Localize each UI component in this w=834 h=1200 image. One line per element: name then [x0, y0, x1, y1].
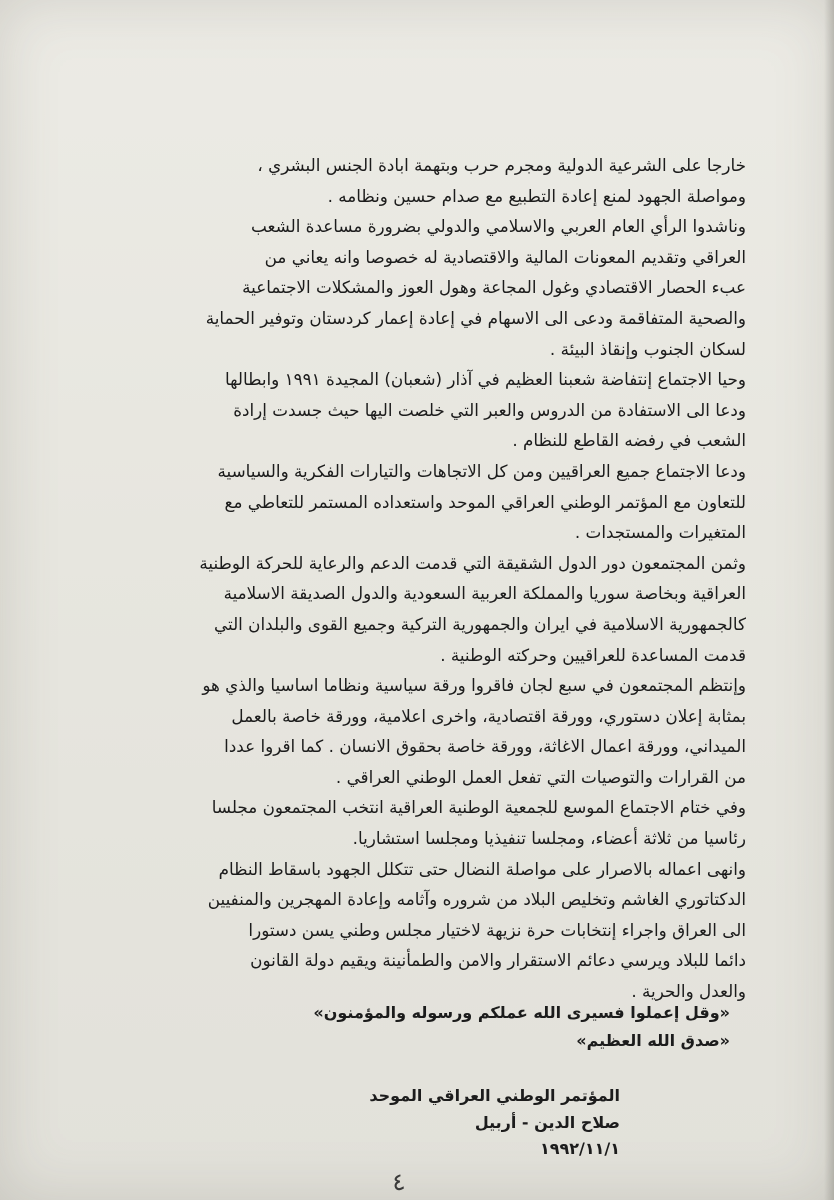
quran-verse: «وقل إعملوا فسيرى الله عملكم ورسوله والمؤمنون»: [313, 1003, 730, 1022]
body-line: قدمت المساعدة للعراقيين وحركته الوطنية .: [440, 644, 746, 665]
body-line: كالجمهورية الاسلامية في ايران والجمهورية التركية وجميع القوى والبلدان التي: [214, 613, 746, 634]
body-line: وحيا الاجتماع إنتفاضة شعبنا العظيم في آذار (شعبان) المجيدة ١٩٩١ وابطالها: [225, 369, 746, 390]
body-line: لسكان الجنوب وإنقاذ البيئة .: [549, 338, 746, 359]
body-line: رئاسيا من ثلاثة أعضاء، ومجلسا تنفيذيا ومجلسا استشاريا.: [352, 828, 746, 849]
page-number: ٤: [390, 1167, 407, 1197]
body-line: بمثابة إعلان دستوري، وورقة اقتصادية، واخرى اعلامية، وورقة خاصة بالعمل: [231, 705, 746, 726]
statement-body: [96, 150, 746, 1007]
body-line: وإنتظم المجتمعون في سبع لجان فاقروا ورقة سياسية ونظاما اساسيا والذي هو: [202, 675, 746, 696]
body-line: من القرارات والتوصيات التي تفعل العمل الوطني العراقي .: [335, 766, 746, 787]
body-line: وثمن المجتمعون دور الدول الشقيقة التي قدمت الدعم والرعاية للحركة الوطنية: [199, 552, 746, 573]
body-line: ودعا الى الاستفادة من الدروس والعبر التي خلصت اليها حيث جسدت إرادة: [233, 399, 746, 420]
paper-edge-shadow: [824, 0, 834, 1200]
body-line: الدكتاتوري الغاشم وتخليص البلاد من شروره وآثامه وإعادة المهجرين والمنفيين: [207, 889, 746, 910]
body-line: الى العراق واجراء إنتخابات حرة نزيهة لاختيار مجلس وطني يسن دستورا: [248, 919, 746, 940]
signature-date: ١٩٩٢/١١/١: [539, 1139, 620, 1158]
body-line: وناشدوا الرأي العام العربي والاسلامي والدولي بضرورة مساعدة الشعب: [251, 216, 746, 237]
body-line: عبء الحصار الاقتصادي وغول المجاعة وهول العوز والمشكلات الاجتماعية: [242, 277, 746, 298]
body-line: للتعاون مع المؤتمر الوطني العراقي الموحد واستعداده المستمر للتعاطي مع: [224, 491, 746, 512]
body-line: المتغيرات والمستجدات .: [574, 522, 746, 543]
body-line: خارجا على الشرعية الدولية ومجرم حرب وبتهمة ابادة الجنس البشري ،: [257, 155, 746, 175]
sadaq-line: «صدق الله العظيم»: [576, 1031, 730, 1050]
body-line: العراقية وبخاصة سوريا والمملكة العربية السعودية والدول الصديقة الاسلامية: [223, 583, 746, 604]
body-line: وفي ختام الاجتماع الموسع للجمعية الوطنية العراقية انتخب المجتمعون مجلسا: [211, 797, 746, 818]
body-line: الميداني، وورقة اعمال الاغاثة، وورقة خاصة بحقوق الانسان . كما اقروا عددا: [224, 736, 746, 757]
body-line: والصحية المتفاقمة ودعى الى الاسهام في إعادة إعمار كردستان وتوفير الحماية: [205, 307, 746, 328]
body-line: الشعب في رفضه القاطع للنظام .: [512, 430, 746, 451]
body-line: ودعا الاجتماع جميع العراقيين ومن كل الاتجاهات والتيارات الفكرية والسياسية: [217, 460, 746, 481]
signature-place: صلاح الدين - أربيل: [474, 1113, 620, 1132]
signature-organization: المؤتمر الوطني العراقي الموحد: [369, 1086, 620, 1105]
body-line: دائما للبلاد ويرسي دعائم الاستقرار والامن والطمأنينة ويقيم دولة القانون: [250, 950, 746, 971]
body-line: ومواصلة الجهود لمنع إعادة التطبيع مع صدام حسين ونظامه .: [327, 185, 746, 206]
body-line: والعدل والحرية .: [631, 981, 746, 1002]
body-line: العراقي وتقديم المعونات المالية والاقتصادية له خصوصا وانه يعاني من: [264, 246, 746, 267]
body-line: وانهى اعماله بالاصرار على مواصلة النضال حتى تتكلل الجهود باسقاط النظام: [218, 858, 746, 879]
